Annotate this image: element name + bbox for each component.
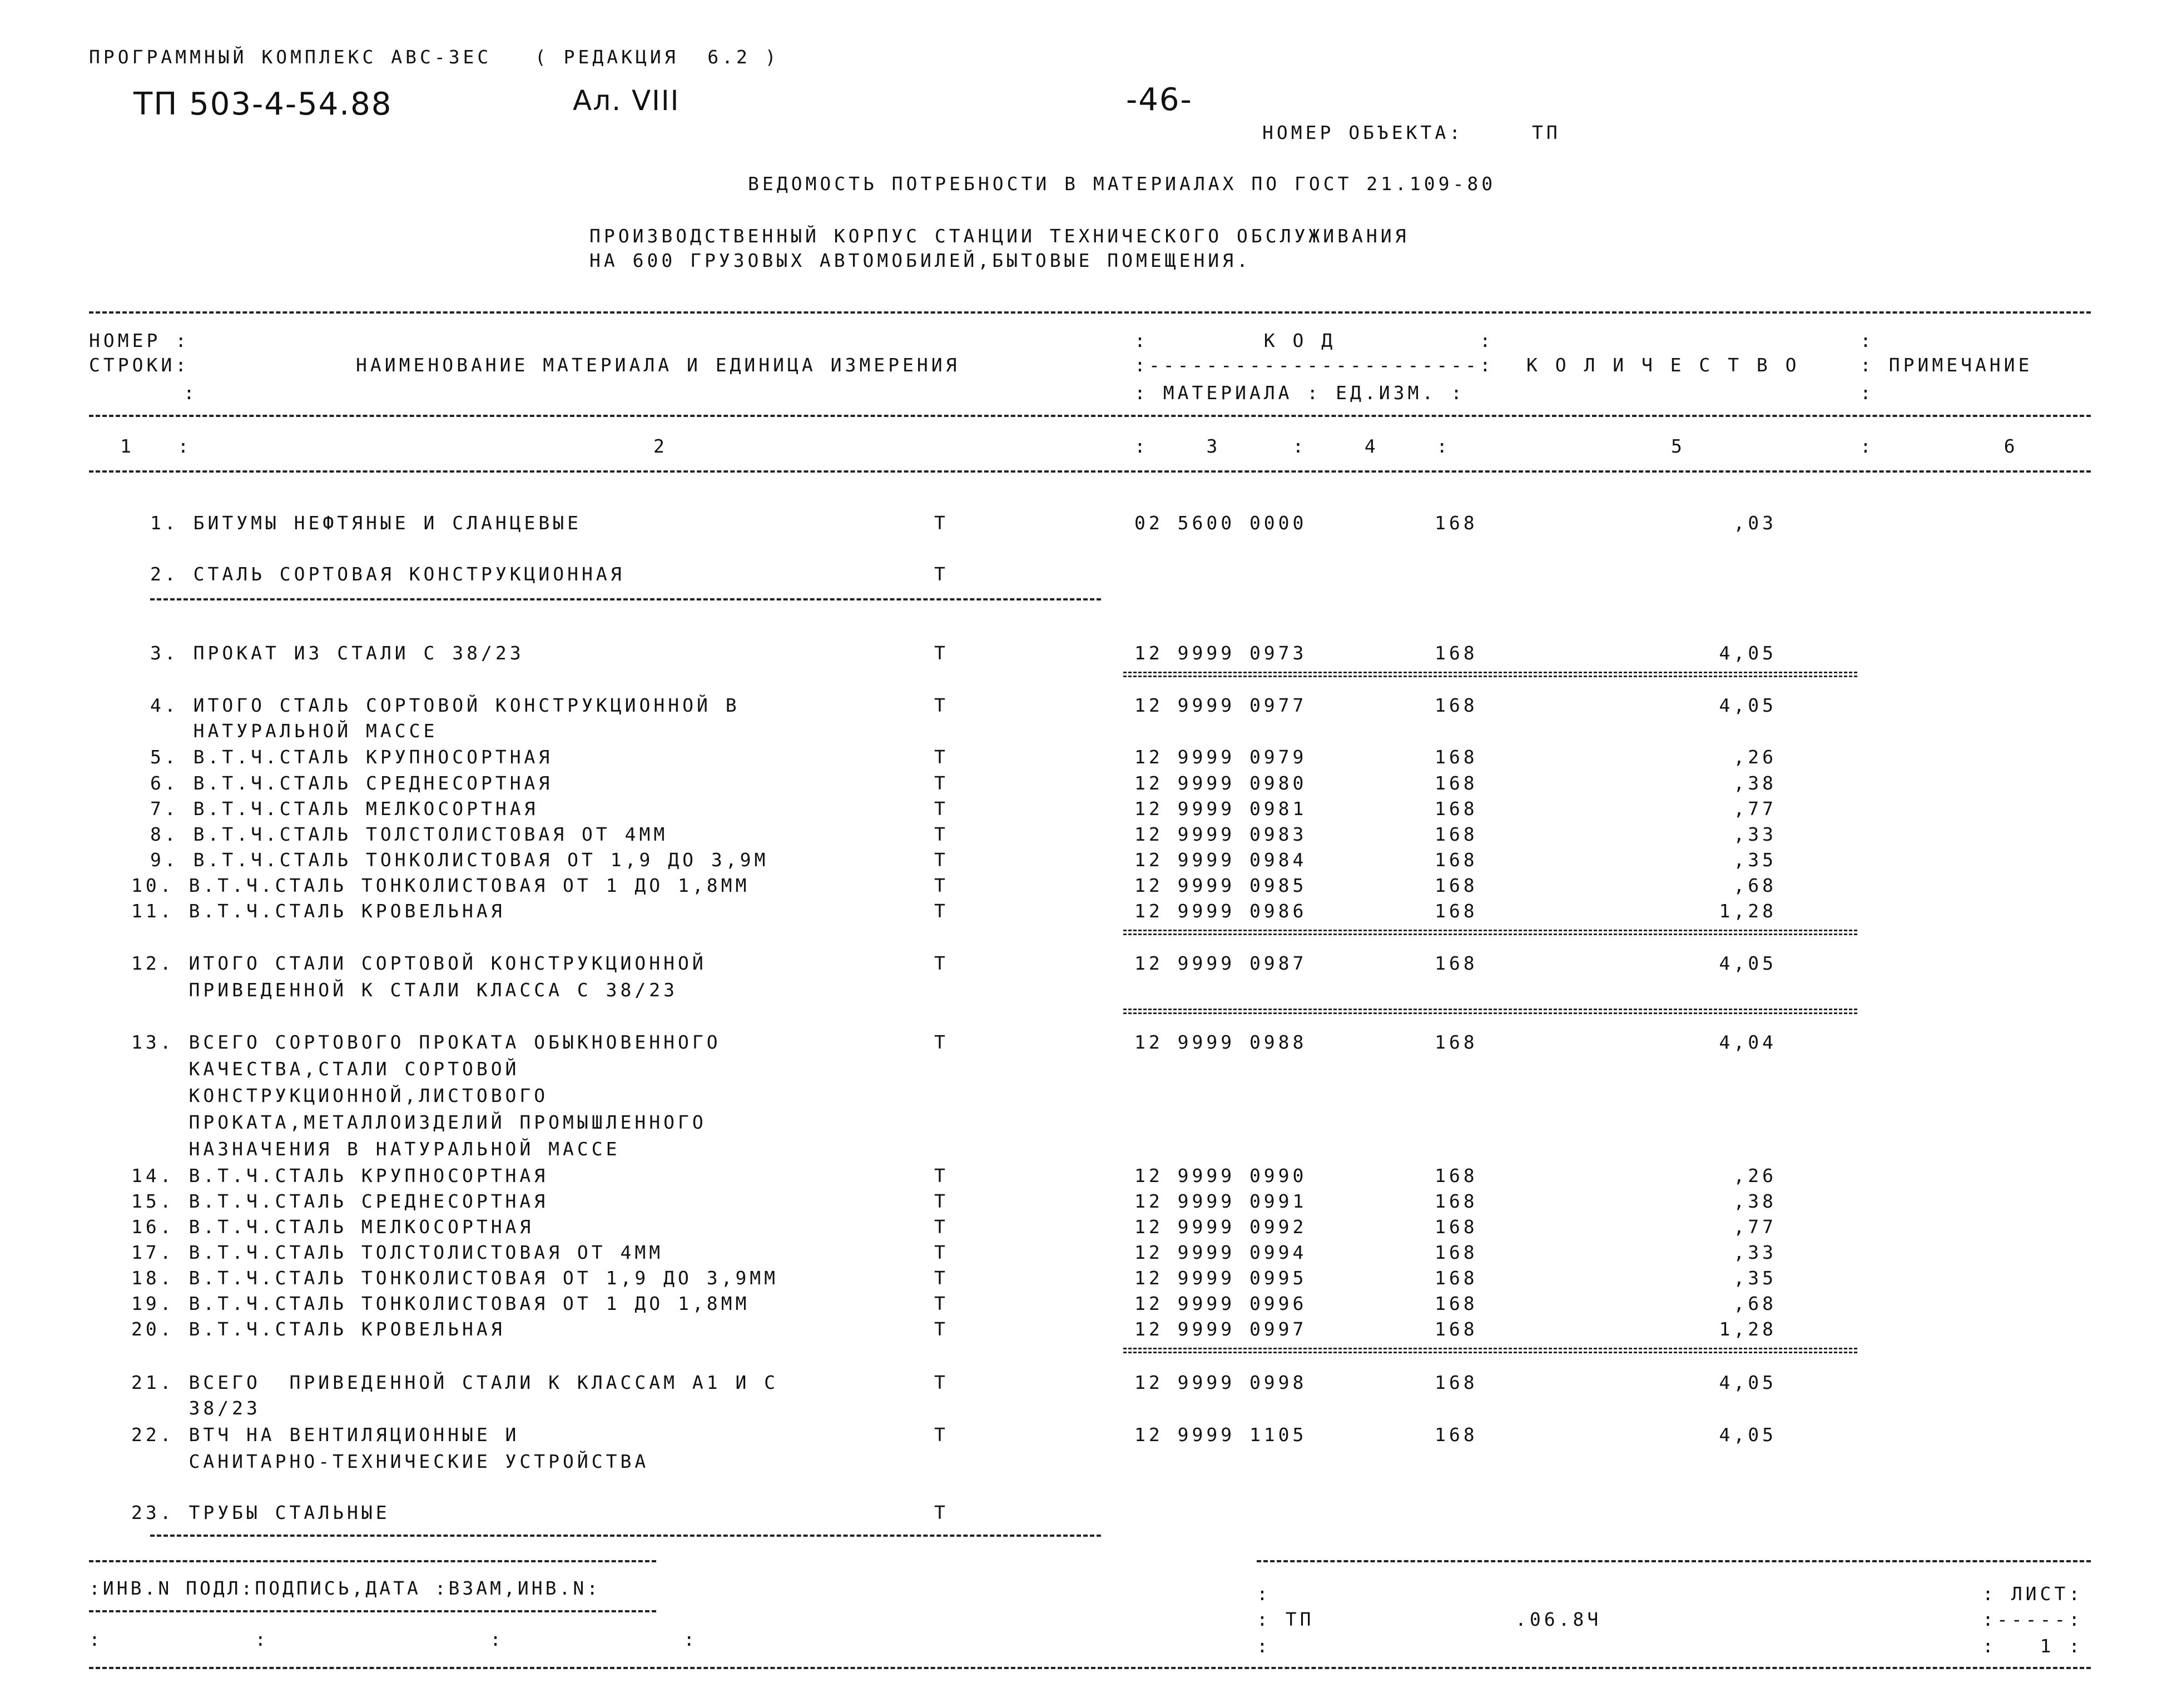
row-material-code: 12 9999 0992: [1134, 1216, 1307, 1238]
row-material-code: 12 9999 0994: [1134, 1242, 1307, 1263]
material-name-header: НАИМЕНОВАНИЕ МАТЕРИАЛА И ЕДИНИЦА ИЗМЕРЕНИЯ: [356, 354, 960, 376]
row-material-code: 12 9999 0983: [1134, 823, 1307, 845]
row-unit: Т: [934, 1318, 949, 1340]
title-block-top-rule: [1257, 1560, 2091, 1562]
row-unit: Т: [934, 1031, 949, 1053]
row-material-code: 12 9999 0977: [1134, 694, 1307, 716]
row-name: 1. БИТУМЫ НЕФТЯНЫЕ И СЛАНЦЕВЫЕ: [150, 512, 582, 534]
header-mid-rule: [89, 415, 2091, 417]
row-unit: Т: [934, 1165, 949, 1186]
row-name: 9. В.Т.Ч.СТАЛЬ ТОНКОЛИСТОВАЯ ОТ 1,9 ДО 3,9М: [150, 849, 769, 871]
row-unit: Т: [934, 1293, 949, 1314]
row-unit: Т: [934, 1242, 949, 1263]
row-unit-code: 168: [1435, 798, 1478, 820]
row-name: 5. В.Т.Ч.СТАЛЬ КРУПНОСОРТНАЯ: [150, 746, 553, 768]
row-unit-code: 168: [1435, 642, 1478, 664]
header-top-rule: [89, 311, 2091, 314]
row-material-code: 12 9999 0997: [1134, 1318, 1307, 1340]
row-unit: Т: [934, 1502, 949, 1523]
row-name: 12. ИТОГО СТАЛИ СОРТОВОЙ КОНСТРУКЦИОННОЙ: [131, 952, 707, 974]
header-bottom-rule: [89, 470, 2091, 473]
row-unit: Т: [934, 512, 949, 534]
row-unit-code: 168: [1435, 1293, 1478, 1314]
row-unit: Т: [934, 798, 949, 820]
row-material-code: 12 9999 0987: [1134, 952, 1307, 974]
row-number-header-3: :: [184, 382, 198, 404]
row-name: 21. ВСЕГО ПРИВЕДЕННОЙ СТАЛИ К КЛАССАМ А1 И С: [131, 1372, 779, 1393]
total-double-rule: [1123, 672, 1857, 677]
row-material-code: 12 9999 0990: [1134, 1165, 1307, 1186]
row-name: 22. ВТЧ НА ВЕНТИЛЯЦИОННЫЕ И: [131, 1424, 520, 1446]
row-name-continued: САНИТАРНО-ТЕХНИЧЕСКИЕ УСТРОЙСТВА: [131, 1451, 649, 1472]
row-unit-code: 168: [1435, 1165, 1478, 1186]
column-number-2: 2: [653, 435, 668, 457]
row-name: 18. В.Т.Ч.СТАЛЬ ТОНКОЛИСТОВАЯ ОТ 1,9 ДО 3,9ММ: [131, 1267, 779, 1289]
row-unit: Т: [934, 875, 949, 896]
row-quantity: ,33: [1733, 1242, 1777, 1263]
row-material-code: 02 5600 0000: [1134, 512, 1307, 534]
row-unit: Т: [934, 772, 949, 794]
row-quantity: ,33: [1733, 823, 1777, 845]
row-unit: Т: [934, 1190, 949, 1212]
column-number-6: : 6: [1860, 435, 2019, 457]
program-name: ПРОГРАММНЫЙ КОМПЛЕКС АВС-3ЕС ( РЕДАКЦИЯ 6.2 ): [89, 46, 780, 68]
row-unit-code: 168: [1435, 746, 1478, 768]
row-unit: Т: [934, 1372, 949, 1393]
row-quantity: ,77: [1733, 1216, 1777, 1238]
row-material-code: 12 9999 0986: [1134, 900, 1307, 922]
stamp-top-rule: [89, 1560, 656, 1562]
row-unit-code: 168: [1435, 1216, 1478, 1238]
column-numbers-3-4: : 3 : 4 :: [1134, 435, 1451, 457]
object-value: ТП: [1532, 122, 1561, 143]
row-quantity: 1,28: [1719, 1318, 1777, 1340]
group-underline: [150, 1535, 1101, 1537]
row-material-code: 12 9999 0985: [1134, 875, 1307, 896]
row-unit-code: 168: [1435, 875, 1478, 896]
row-unit: Т: [934, 1267, 949, 1289]
row-name-continued: КАЧЕСТВА,СТАЛИ СОРТОВОЙ: [131, 1058, 520, 1080]
row-unit-code: 168: [1435, 694, 1478, 716]
sheet-separator: :-----:: [1982, 1608, 2084, 1630]
row-unit: Т: [934, 1216, 949, 1238]
row-name: 16. В.Т.Ч.СТАЛЬ МЕЛКОСОРТНАЯ: [131, 1216, 534, 1238]
row-quantity: 4,05: [1719, 694, 1777, 716]
title-block-separator-1: :: [1257, 1583, 1271, 1605]
row-unit: Т: [934, 563, 949, 585]
row-unit: Т: [934, 823, 949, 845]
object-label: НОМЕР ОБЪЕКТА:: [1262, 122, 1464, 143]
row-unit: Т: [934, 1424, 949, 1446]
row-quantity: ,26: [1733, 746, 1777, 768]
row-name: 15. В.Т.Ч.СТАЛЬ СРЕДНЕСОРТНАЯ: [131, 1190, 549, 1212]
note-header: : ПРИМЕЧАНИЕ: [1860, 354, 2033, 376]
row-material-code: 12 9999 0973: [1134, 642, 1307, 664]
page-bottom-rule: [89, 1667, 2091, 1669]
row-quantity: ,68: [1733, 1293, 1777, 1314]
row-quantity: ,38: [1733, 772, 1777, 794]
column-number-1: 1 :: [120, 435, 192, 457]
row-quantity: 4,05: [1719, 1372, 1777, 1393]
row-material-code: 12 9999 0998: [1134, 1372, 1307, 1393]
row-name-continued: ПРОКАТА,МЕТАЛЛОИЗДЕЛИЙ ПРОМЫШЛЕННОГО: [131, 1111, 707, 1133]
row-name-continued: НАТУРАЛЬНОЙ МАССЕ: [150, 720, 438, 742]
row-unit-code: 168: [1435, 952, 1478, 974]
row-quantity: 1,28: [1719, 900, 1777, 922]
row-name: 20. В.Т.Ч.СТАЛЬ КРОВЕЛЬНАЯ: [131, 1318, 505, 1340]
sheet-label: : ЛИСТ:: [1982, 1583, 2084, 1605]
row-unit-code: 168: [1435, 1242, 1478, 1263]
document-code: : ТП: [1257, 1608, 1315, 1630]
row-quantity: ,03: [1733, 512, 1777, 534]
note-header-separator-1: :: [1860, 330, 1875, 351]
note-header-separator-3: :: [1860, 382, 1875, 404]
row-name-continued: КОНСТРУКЦИОННОЙ,ЛИСТОВОГО: [131, 1085, 549, 1106]
row-unit: Т: [934, 694, 949, 716]
row-quantity: 4,05: [1719, 952, 1777, 974]
row-unit-code: 168: [1435, 1424, 1478, 1446]
column-number-5: 5: [1671, 435, 1685, 457]
subtitle-line-1: ПРОИЗВОДСТВЕННЫЙ КОРПУС СТАНЦИИ ТЕХНИЧЕСКОГО ОБСЛУЖИВАНИЯ: [589, 225, 1410, 247]
row-material-code: 12 9999 0980: [1134, 772, 1307, 794]
row-material-code: 12 9999 0996: [1134, 1293, 1307, 1314]
row-unit: Т: [934, 642, 949, 664]
row-quantity: ,35: [1733, 849, 1777, 871]
stamp-header: :ИНВ.N ПОДЛ:ПОДПИСЬ,ДАТА :ВЗАМ,ИНВ.N:: [89, 1577, 601, 1599]
row-unit: Т: [934, 952, 949, 974]
document-date: .06.8Ч: [1515, 1608, 1602, 1630]
row-material-code: 12 9999 0991: [1134, 1190, 1307, 1212]
sheet-number: : 1 :: [1982, 1635, 2084, 1657]
row-number-header-1: НОМЕР :: [89, 330, 190, 351]
row-unit-code: 168: [1435, 1190, 1478, 1212]
project-code: ТП 503-4-54.88: [133, 86, 393, 122]
row-name-continued: 38/23: [131, 1397, 261, 1419]
row-name: 10. В.Т.Ч.СТАЛЬ ТОНКОЛИСТОВАЯ ОТ 1 ДО 1,8ММ: [131, 875, 750, 896]
row-name: 8. В.Т.Ч.СТАЛЬ ТОЛСТОЛИСТОВАЯ ОТ 4ММ: [150, 823, 668, 845]
row-unit-code: 168: [1435, 849, 1478, 871]
row-material-code: 12 9999 1105: [1134, 1424, 1307, 1446]
row-material-code: 12 9999 0984: [1134, 849, 1307, 871]
row-name: 3. ПРОКАТ ИЗ СТАЛИ С 38/23: [150, 642, 524, 664]
total-double-rule: [1123, 930, 1857, 935]
group-underline: [150, 598, 1101, 600]
row-name: 2. СТАЛЬ СОРТОВАЯ КОНСТРУКЦИОННАЯ: [150, 563, 625, 585]
row-unit: Т: [934, 746, 949, 768]
row-name: 11. В.Т.Ч.СТАЛЬ КРОВЕЛЬНАЯ: [131, 900, 505, 922]
row-unit: Т: [934, 849, 949, 871]
title-block-separator-3: :: [1257, 1635, 1271, 1657]
row-unit-code: 168: [1435, 823, 1478, 845]
row-unit-code: 168: [1435, 1318, 1478, 1340]
row-name-continued: НАЗНАЧЕНИЯ В НАТУРАЛЬНОЙ МАССЕ: [131, 1138, 621, 1160]
row-unit-code: 168: [1435, 900, 1478, 922]
row-name: 4. ИТОГО СТАЛЬ СОРТОВОЙ КОНСТРУКЦИОННОЙ В: [150, 694, 740, 716]
page-number: -46-: [1126, 82, 1193, 118]
row-unit-code: 168: [1435, 1372, 1478, 1393]
row-material-code: 12 9999 0979: [1134, 746, 1307, 768]
row-number-header-2: СТРОКИ:: [89, 354, 190, 376]
row-name: 6. В.Т.Ч.СТАЛЬ СРЕДНЕСОРТНАЯ: [150, 772, 553, 794]
row-name: 19. В.Т.Ч.СТАЛЬ ТОНКОЛИСТОВАЯ ОТ 1 ДО 1,8ММ: [131, 1293, 750, 1314]
row-unit-code: 168: [1435, 512, 1478, 534]
document-title: ВЕДОМОСТЬ ПОТРЕБНОСТИ В МАТЕРИАЛАХ ПО ГОСТ 21.109-80: [748, 173, 1496, 195]
row-unit: Т: [934, 900, 949, 922]
row-quantity: 4,04: [1719, 1031, 1777, 1053]
row-name: 23. ТРУБЫ СТАЛЬНЫЕ: [131, 1502, 390, 1523]
row-quantity: ,38: [1733, 1190, 1777, 1212]
quantity-header: К О Л И Ч Е С Т В О: [1526, 354, 1800, 376]
row-name: 17. В.Т.Ч.СТАЛЬ ТОЛСТОЛИСТОВАЯ ОТ 4ММ: [131, 1242, 664, 1263]
row-quantity: 4,05: [1719, 1424, 1777, 1446]
row-unit-code: 168: [1435, 1267, 1478, 1289]
row-quantity: ,68: [1733, 875, 1777, 896]
row-name-continued: ПРИВЕДЕННОЙ К СТАЛИ КЛАССА С 38/23: [131, 979, 678, 1001]
stamp-mid-rule: [89, 1610, 656, 1612]
row-quantity: 4,05: [1719, 642, 1777, 664]
album-number: Ал. VIII: [573, 85, 680, 117]
stamp-fields: : : : :: [89, 1628, 698, 1650]
row-material-code: 12 9999 0995: [1134, 1267, 1307, 1289]
row-unit-code: 168: [1435, 1031, 1478, 1053]
row-name: 13. ВСЕГО СОРТОВОГО ПРОКАТА ОБЫКНОВЕННОГО: [131, 1031, 721, 1053]
row-name: 7. В.Т.Ч.СТАЛЬ МЕЛКОСОРТНАЯ: [150, 798, 539, 820]
row-quantity: ,35: [1733, 1267, 1777, 1289]
row-quantity: ,26: [1733, 1165, 1777, 1186]
total-double-rule: [1123, 1348, 1857, 1353]
row-quantity: ,77: [1733, 798, 1777, 820]
row-material-code: 12 9999 0988: [1134, 1031, 1307, 1053]
row-name: 14. В.Т.Ч.СТАЛЬ КРУПНОСОРТНАЯ: [131, 1165, 549, 1186]
code-subheader: : МАТЕРИАЛА : ЕД.ИЗМ. :: [1134, 382, 1465, 404]
subtitle-line-2: НА 600 ГРУЗОВЫХ АВТОМОБИЛЕЙ,БЫТОВЫЕ ПОМЕЩЕНИЯ.: [589, 250, 1251, 271]
total-double-rule: [1123, 1009, 1857, 1014]
row-unit-code: 168: [1435, 772, 1478, 794]
code-header: : К О Д :: [1134, 330, 1494, 351]
row-material-code: 12 9999 0981: [1134, 798, 1307, 820]
code-header-divider: :-----------------------:: [1134, 354, 1494, 376]
